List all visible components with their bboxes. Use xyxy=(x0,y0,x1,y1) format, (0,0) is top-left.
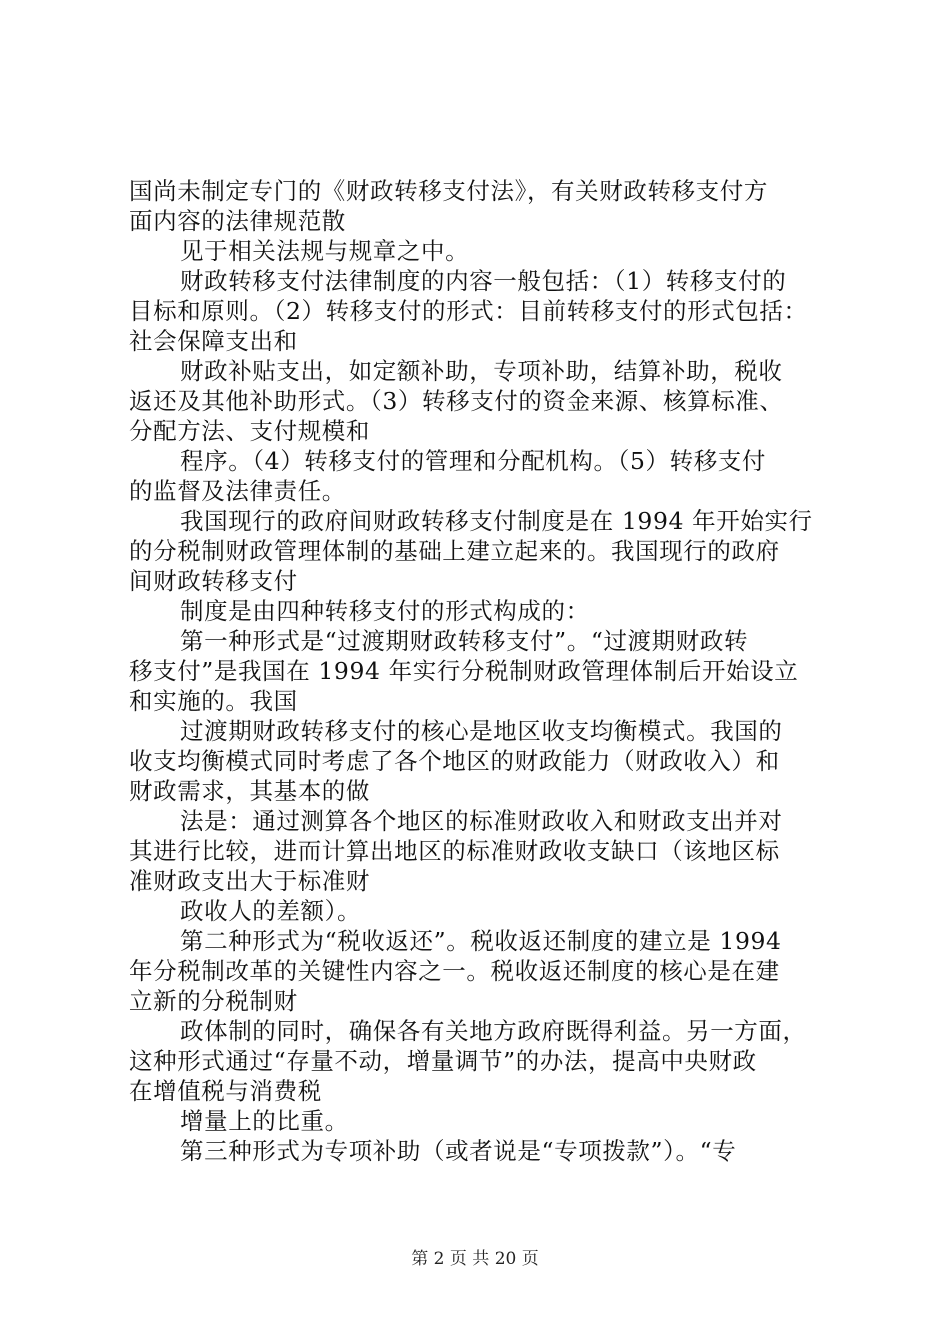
page-footer: 第 2 页 共 20 页 xyxy=(411,1249,539,1269)
text-line: 政体制的同时，确保各有关地方政府既得利益。另一方面， xyxy=(180,1017,807,1045)
text-line: 法是：通过测算各个地区的标准财政收入和财政支出并对 xyxy=(180,807,783,835)
text-line: 制度是由四种转移支付的形式构成的： xyxy=(180,597,590,625)
text-line: 移支付”是我国在 1994 年实行分税制财政管理体制后开始设立 xyxy=(129,657,799,685)
text-line: 第一种形式是“过渡期财政转移支付”。“过渡期财政转 xyxy=(180,627,749,655)
text-line: 其进行比较，进而计算出地区的标准财政收支缺口（该地区标 xyxy=(129,837,780,865)
text-line: 目标和原则。（2）转移支付的形式：目前转移支付的形式包括： xyxy=(129,297,808,325)
text-line: 面内容的法律规范散 xyxy=(129,207,346,235)
text-line: 国尚未制定专门的《财政转移支付法》，有关财政转移支付方 xyxy=(129,177,768,205)
text-line: 社会保障支出和 xyxy=(129,327,298,355)
text-line: 第三种形式为专项补助（或者说是“专项拨款”）。“专 xyxy=(180,1137,737,1165)
text-line: 收支均衡模式同时考虑了各个地区的财政能力（财政收入）和 xyxy=(129,747,780,775)
text-line: 第二种形式为“税收返还”。税收返还制度的建立是 1994 xyxy=(180,927,782,955)
text-line: 立新的分税制财 xyxy=(129,987,298,1015)
text-line: 年分税制改革的关键性内容之一。税收返还制度的核心是在建 xyxy=(129,957,780,985)
body-text xyxy=(129,176,834,1166)
text-line: 程序。（4）转移支付的管理和分配机构。（5）转移支付 xyxy=(180,447,767,475)
text-line: 过渡期财政转移支付的核心是地区收支均衡模式。我国的 xyxy=(180,717,783,745)
text-line: 这种形式通过“存量不动，增量调节”的办法，提高中央财政 xyxy=(129,1047,757,1075)
text-line: 财政补贴支出，如定额补助，专项补助，结算补助，税收 xyxy=(180,357,783,385)
text-line: 分配方法、支付规模和 xyxy=(129,417,370,445)
text-line: 的分税制财政管理体制的基础上建立起来的。我国现行的政府 xyxy=(129,537,780,565)
text-line: 增量上的比重。 xyxy=(180,1107,349,1135)
text-line: 间财政转移支付 xyxy=(129,567,298,595)
text-line: 财政需求，其基本的做 xyxy=(129,777,370,805)
text-line: 我国现行的政府间财政转移支付制度是在 1994 年开始实行 xyxy=(180,507,813,535)
text-line: 财政转移支付法律制度的内容一般包括：（1）转移支付的 xyxy=(180,267,787,295)
text-line: 和实施的。我国 xyxy=(129,687,298,715)
text-line: 政收人的差额）。 xyxy=(180,897,362,925)
text-line: 返还及其他补助形式。（3）转移支付的资金来源、核算标准、 xyxy=(129,387,784,415)
text-line: 的监督及法律责任。 xyxy=(129,477,346,505)
text-line: 在增值税与消费税 xyxy=(129,1077,322,1105)
text-line: 准财政支出大于标准财 xyxy=(129,867,370,895)
text-line: 见于相关法规与规章之中。 xyxy=(180,237,470,265)
